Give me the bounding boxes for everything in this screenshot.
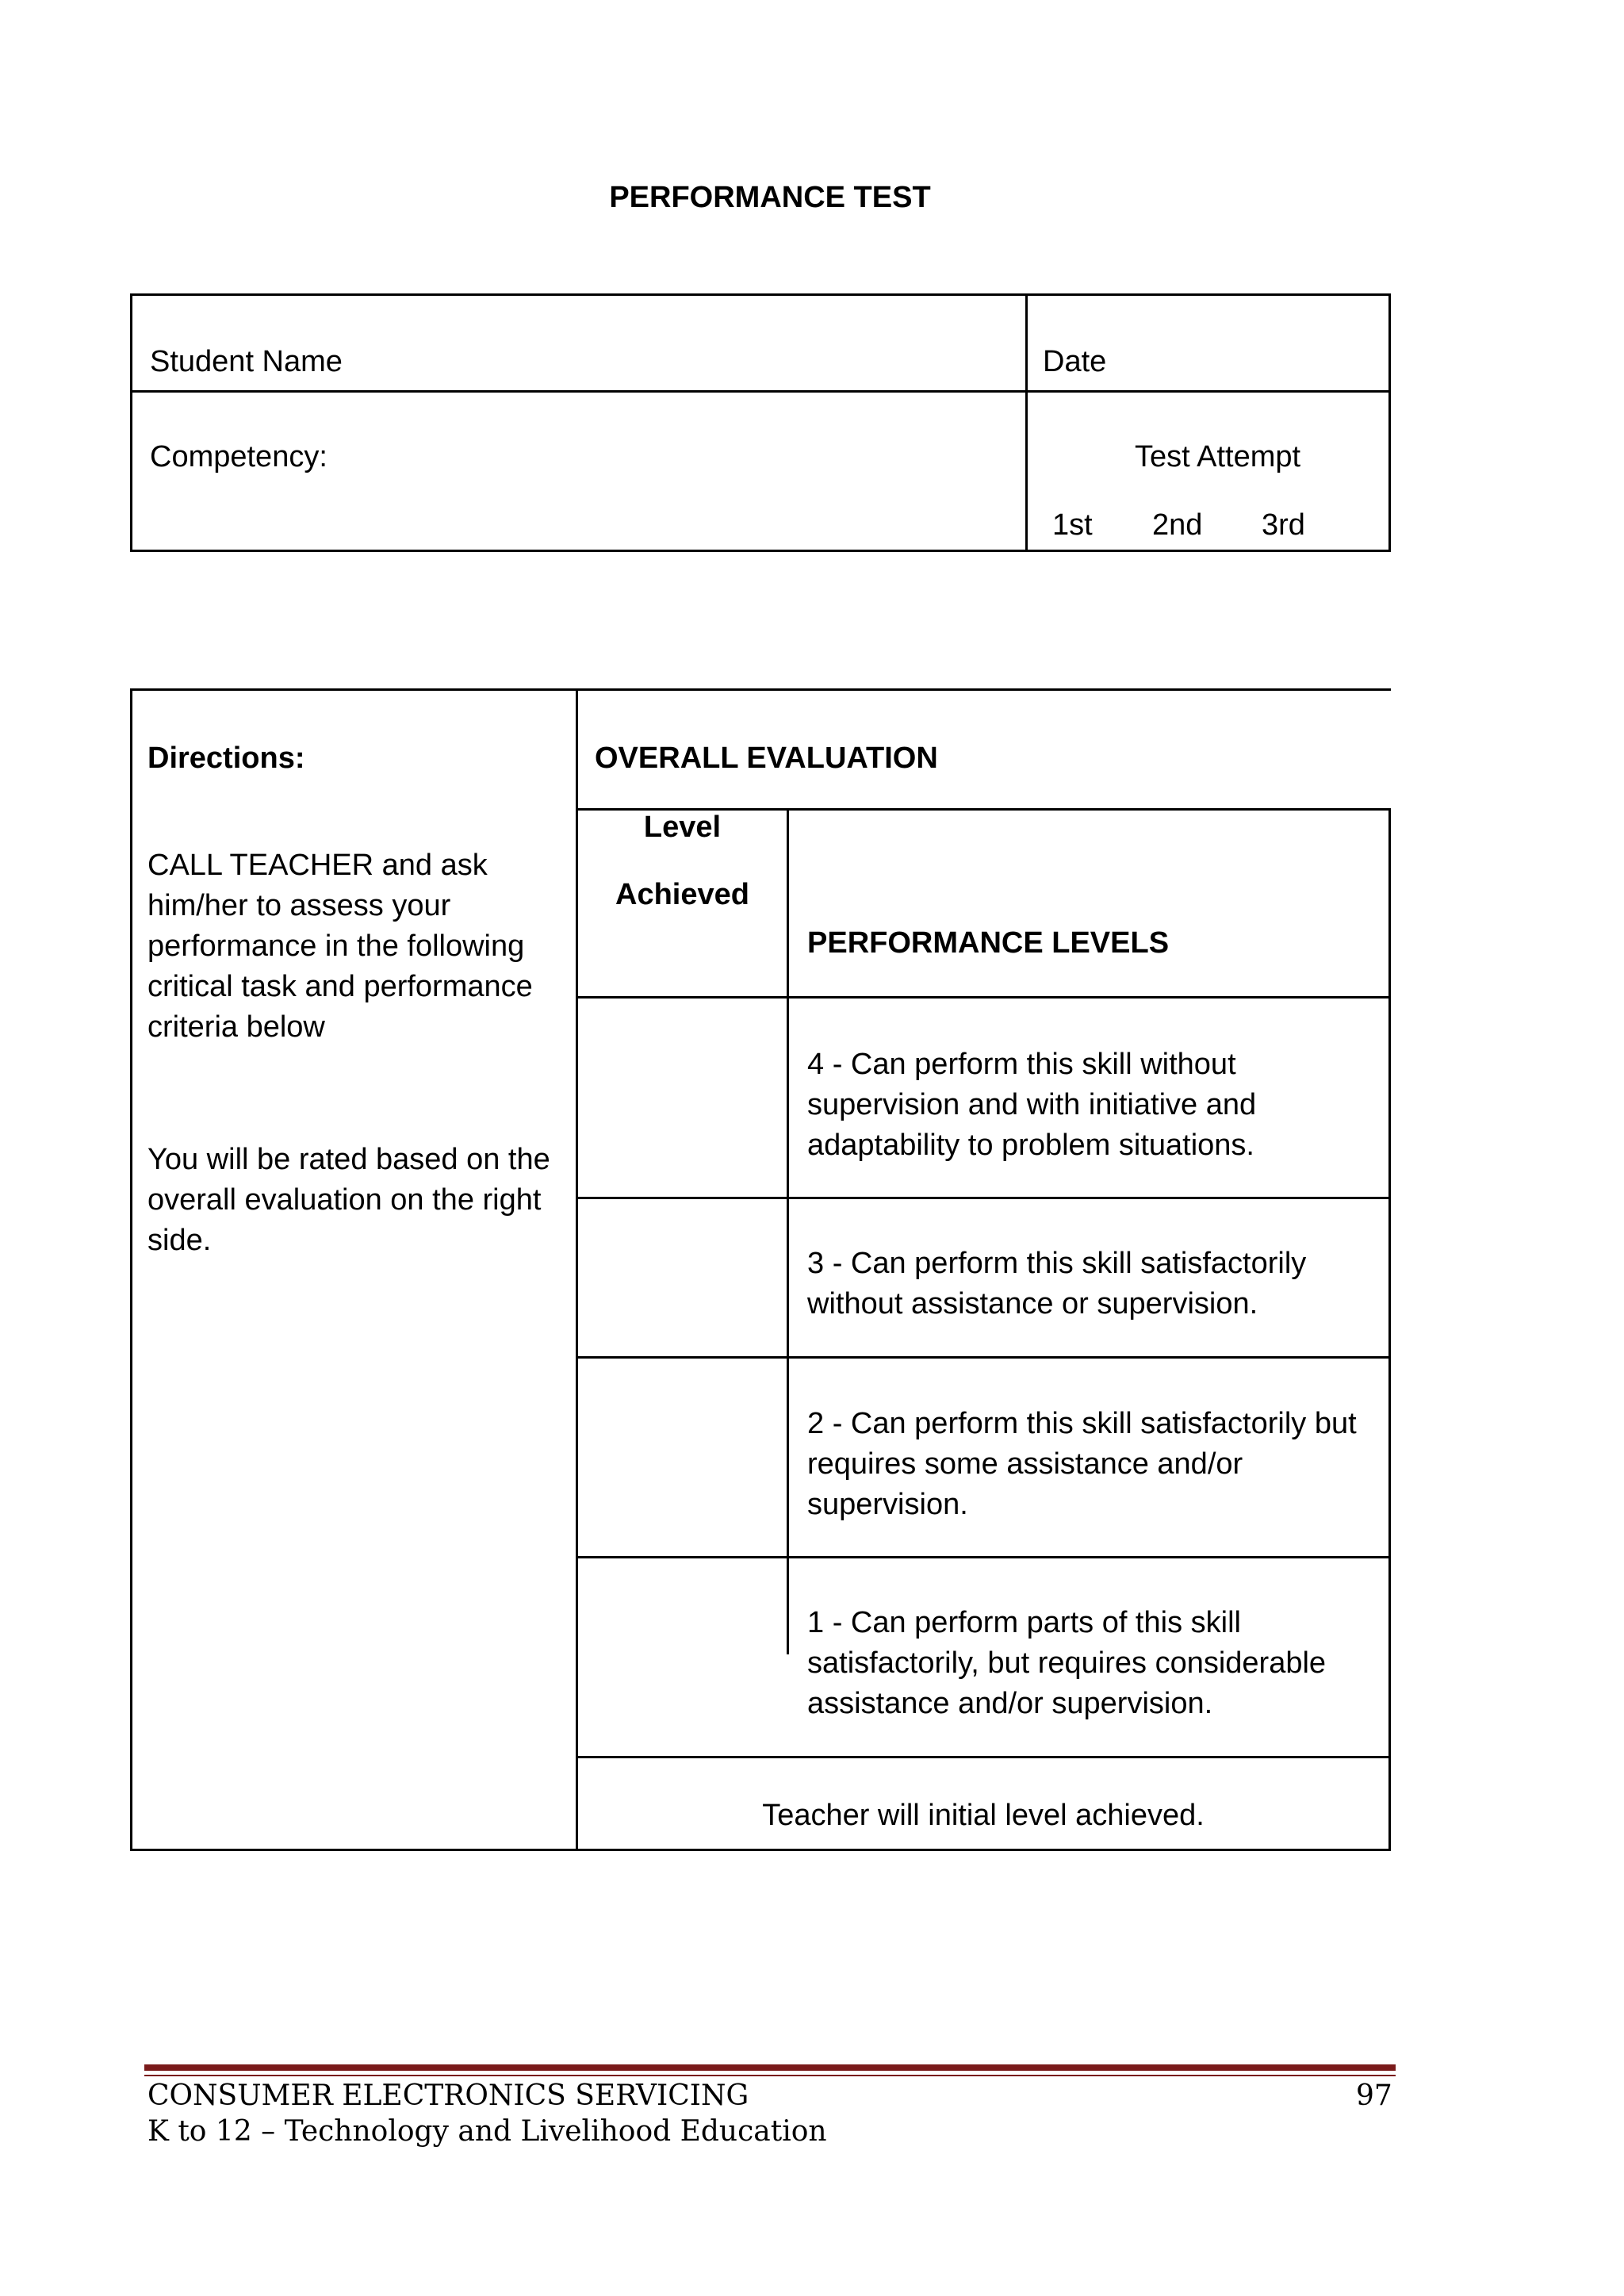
attempt-3rd: 3rd [1262, 508, 1305, 542]
table-divider [576, 1197, 1391, 1199]
test-attempt-label: Test Attempt [1135, 440, 1301, 473]
page-number: 97 [1356, 2079, 1392, 2112]
level-header: Level [643, 811, 722, 844]
achieved-header: Achieved [615, 878, 749, 911]
table-divider [576, 996, 1391, 999]
footer-rule [144, 2064, 1396, 2071]
overall-evaluation-heading: OVERALL EVALUATION [595, 742, 938, 775]
date-label: Date [1043, 345, 1107, 378]
attempt-1st: 1st [1052, 508, 1093, 542]
table-border [130, 1849, 1391, 1851]
footer-rule [144, 2075, 1396, 2076]
table-divider [576, 1556, 1391, 1558]
rating-text: You will be rated based on the overall evaluation on the right side. [147, 1143, 550, 1257]
table-divider [576, 1356, 1391, 1359]
table-border [130, 688, 132, 1851]
evaluation-table [130, 688, 1391, 1851]
table-divider [132, 390, 1388, 393]
table-divider [576, 1756, 1391, 1758]
performance-level-3: 3 - Can perform this skill satisfactorily without assistance or supervision. [807, 1247, 1307, 1320]
table-border [1388, 808, 1391, 1851]
directions-text: CALL TEACHER and ask him/her to assess your performance in the following critical task and performance criteria below [147, 849, 533, 1044]
table-divider [576, 688, 578, 1851]
table-divider [1025, 296, 1028, 550]
attempt-2nd: 2nd [1152, 508, 1203, 542]
page-title: PERFORMANCE TEST [609, 181, 931, 214]
table-divider [787, 808, 789, 1654]
student-name-label: Student Name [150, 345, 343, 378]
directions-heading: Directions: [147, 742, 305, 775]
competency-label: Competency: [150, 440, 327, 473]
table-border [130, 688, 1391, 691]
footer-subject: CONSUMER ELECTRONICS SERVICING [147, 2079, 749, 2112]
performance-level-4: 4 - Can perform this skill without supervision and with initiative and adaptability to problem situations. [807, 1048, 1257, 1162]
performance-level-1: 1 - Can perform parts of this skill satisfactorily, but requires considerable assistance and/or supervision. [807, 1606, 1327, 1720]
student-info-table [130, 293, 1391, 552]
performance-level-2: 2 - Can perform this skill satisfactorily but requires some assistance and/or supervision. [807, 1407, 1357, 1521]
teacher-initial-note: Teacher will initial level achieved. [762, 1799, 1205, 1832]
footer-program: K to 12 – Technology and Livelihood Education [147, 2115, 827, 2148]
performance-levels-heading: PERFORMANCE LEVELS [807, 926, 1170, 960]
